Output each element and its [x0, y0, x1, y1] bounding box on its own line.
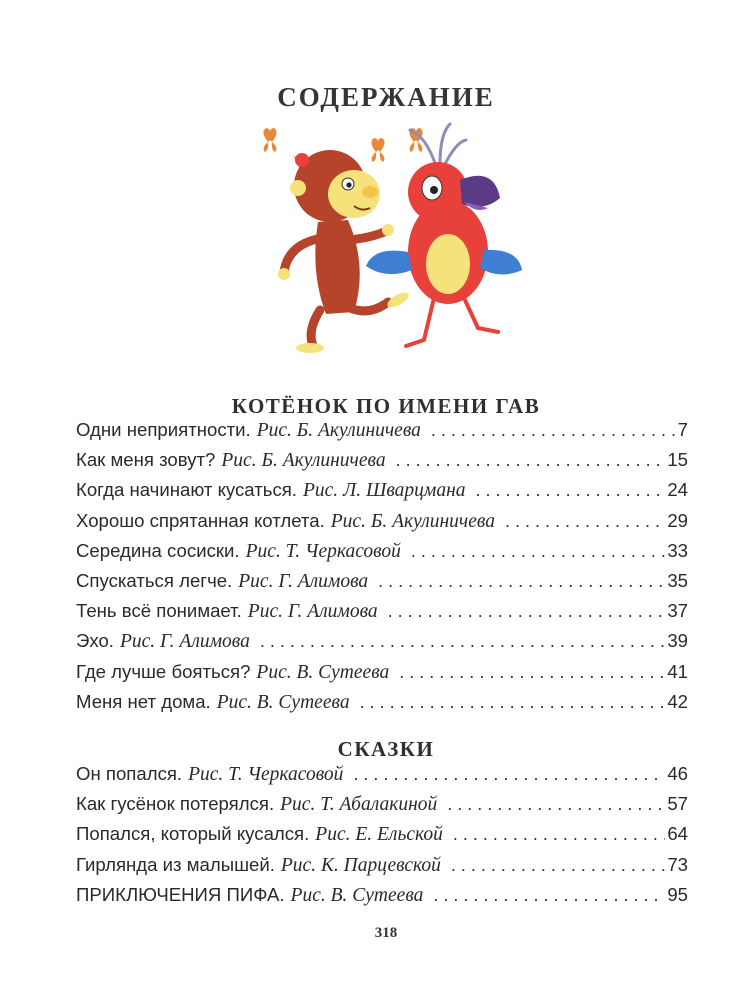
- dot-leader: [260, 631, 665, 652]
- toc-entry-artist: Рис. Л. Шварцмана: [302, 480, 466, 502]
- toc-entry-artist: Рис. В. Сутеева: [290, 884, 424, 906]
- toc-list: [76, 419, 688, 721]
- monkey-and-parrot-illustration: [258, 122, 528, 354]
- toc-entry-page: 33: [667, 539, 688, 561]
- toc-entry[interactable]: [76, 540, 688, 570]
- toc-entry-page: 7: [677, 419, 688, 440]
- toc-entry-title: Где лучше бояться?: [76, 660, 251, 682]
- toc-entry-page: 29: [667, 509, 688, 531]
- butterfly-icon: [263, 128, 276, 152]
- dot-leader: [433, 885, 665, 906]
- toc-entry[interactable]: [76, 419, 688, 449]
- page-number: 318: [374, 925, 398, 941]
- dot-leader: [378, 571, 665, 592]
- toc-entry-title: ПРИКЛЮЧЕНИЯ ПИФА.: [76, 883, 285, 905]
- toc-entry[interactable]: [76, 854, 688, 884]
- toc-entry[interactable]: [76, 449, 688, 479]
- section-title: СКАЗКИ: [337, 737, 435, 762]
- toc-entry-page: 95: [667, 883, 688, 905]
- toc-entry-page: 57: [667, 793, 688, 815]
- toc-entry-title: Тень всё понимает.: [76, 600, 242, 622]
- toc-entry-title: Когда начинают кусаться.: [76, 479, 297, 501]
- toc-entry-page: 37: [667, 600, 688, 622]
- dot-leader: [505, 511, 665, 532]
- toc-entry-page: 35: [667, 569, 688, 591]
- dot-leader: [476, 480, 666, 501]
- toc-entry-artist: Рис. В. Сутеева: [216, 691, 350, 713]
- toc-entry-artist: Рис. Е. Ельской: [315, 824, 443, 846]
- toc-entry-title: Меня нет дома.: [76, 690, 211, 712]
- toc-entry-title: Он попался.: [76, 763, 183, 784]
- dot-leader: [353, 764, 665, 785]
- toc-entry[interactable]: [76, 793, 688, 823]
- toc-entry[interactable]: [76, 570, 688, 600]
- toc-entry-title: Хорошо спрятанная котлета.: [76, 509, 325, 531]
- toc-list: [76, 763, 688, 914]
- toc-entry-title: Как меня зовут?: [76, 449, 216, 471]
- toc-entry[interactable]: [76, 661, 688, 691]
- toc-entry-title: Спускаться легче.: [76, 569, 233, 591]
- toc-entry[interactable]: [76, 763, 688, 793]
- toc-entry-artist: Рис. Т. Черкасовой: [245, 540, 401, 562]
- toc-entry-title: Середина сосиски.: [76, 539, 240, 561]
- toc-entry-artist: Рис. К. Парцевской: [280, 854, 441, 876]
- dot-leader: [360, 692, 666, 713]
- toc-entry-page: 64: [667, 823, 688, 845]
- dot-leader: [453, 824, 665, 845]
- toc-entry[interactable]: [76, 479, 688, 509]
- toc-entry-title: Как гусёнок потерялся.: [76, 793, 275, 815]
- toc-entry-artist: Рис. Г. Алимова: [247, 601, 378, 623]
- dot-leader: [451, 855, 665, 876]
- toc-entry-artist: Рис. Т. Черкасовой: [188, 764, 344, 785]
- dot-leader: [388, 601, 666, 622]
- toc-entry-page: 24: [667, 479, 688, 501]
- toc-entry-page: 39: [667, 630, 688, 652]
- toc-entry-page: 73: [667, 853, 688, 875]
- toc-entry-title: Попался, который кусался.: [76, 823, 310, 845]
- toc-entry[interactable]: [76, 600, 688, 630]
- toc-entry-artist: Рис. Б. Акулиничева: [221, 450, 386, 472]
- toc-entry-artist: Рис. Б. Акулиничева: [330, 510, 495, 532]
- toc-entry[interactable]: [76, 510, 688, 540]
- dot-leader: [396, 450, 666, 471]
- toc-entry-page: 42: [667, 690, 688, 712]
- dot-leader: [399, 662, 665, 683]
- toc-entry[interactable]: [76, 823, 688, 853]
- toc-entry-title: Гирлянда из малышей.: [76, 853, 275, 875]
- toc-entry-title: Одни неприятности.: [76, 419, 251, 440]
- toc-entry-artist: Рис. В. Сутеева: [256, 661, 390, 683]
- dot-leader: [447, 794, 665, 815]
- toc-entry[interactable]: [76, 691, 688, 721]
- toc-entry-artist: Рис. Г. Алимова: [119, 631, 250, 653]
- toc-entry[interactable]: [76, 884, 688, 914]
- toc-entry-title: Эхо.: [76, 630, 114, 652]
- butterfly-icon: [371, 138, 384, 162]
- toc-entry-page: 15: [667, 449, 688, 471]
- toc-entry[interactable]: [76, 630, 688, 660]
- toc-entry-artist: Рис. Б. Акулиничева: [256, 420, 421, 441]
- page-title: СОДЕРЖАНИЕ: [277, 82, 495, 113]
- section-title: КОТЁНОК ПО ИМЕНИ ГАВ: [231, 394, 541, 419]
- toc-entry-artist: Рис. Т. Абалакиной: [280, 794, 438, 816]
- dot-leader: [431, 420, 676, 441]
- dot-leader: [411, 541, 665, 562]
- toc-entry-artist: Рис. Г. Алимова: [238, 570, 369, 592]
- toc-entry-page: 46: [667, 763, 688, 784]
- toc-entry-page: 41: [667, 660, 688, 682]
